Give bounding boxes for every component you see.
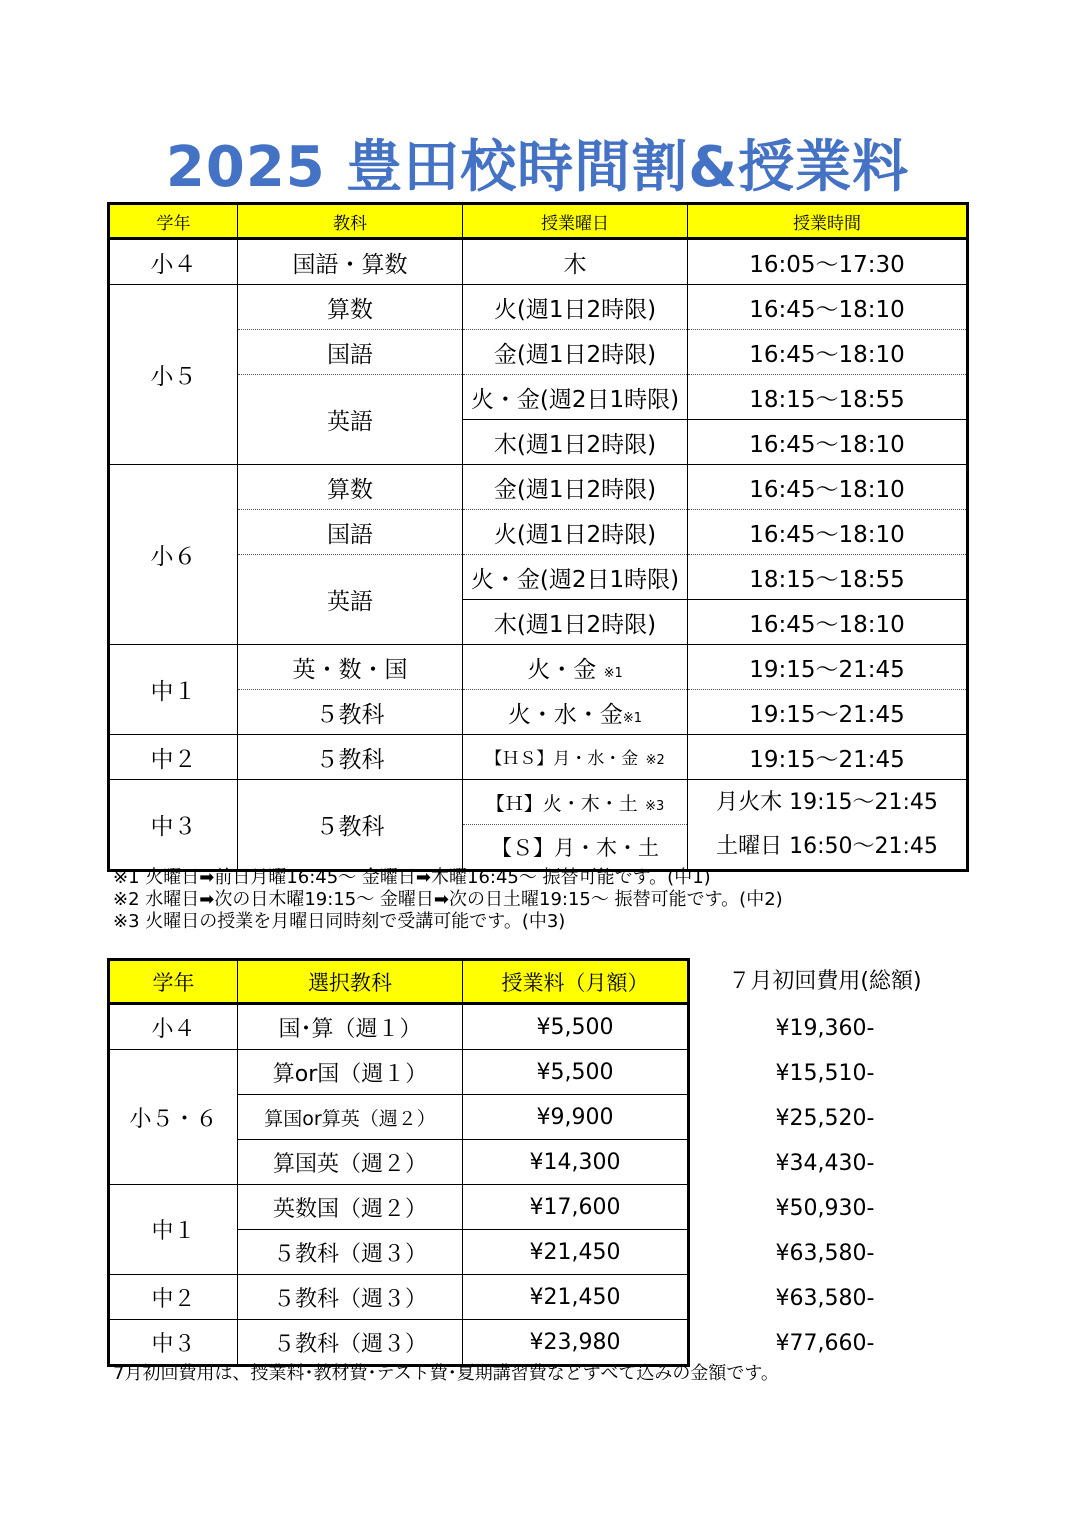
subject-cell: 国語 (238, 330, 463, 375)
schedule-header-row (109, 204, 968, 239)
subject-cell: ５教科 (238, 690, 463, 735)
table-row (109, 1320, 689, 1366)
subject-cell: 国語 (238, 510, 463, 555)
total-cost-header: ７月初回費用(総額) (728, 969, 922, 994)
footnotes (113, 867, 783, 933)
grade-cell: 中２ (109, 1275, 238, 1320)
fee-cell: ¥21,450 (463, 1275, 689, 1320)
fee-cell: ¥9,900 (463, 1095, 689, 1140)
time-cell: 18:15～18:55 (688, 555, 968, 600)
footnote-mark: ※1 (622, 710, 643, 726)
header-cell: 授業曜日 (463, 204, 688, 239)
header-cell: 選択教科 (238, 960, 463, 1004)
course-cell: 算or国（週１） (238, 1050, 463, 1095)
subject-cell: 英語 (238, 555, 463, 645)
time-cell: 16:45～18:10 (688, 600, 968, 645)
time-cell: 18:15～18:55 (688, 375, 968, 420)
table-row (109, 690, 968, 735)
grade-cell: 小６ (109, 465, 238, 645)
table-row (109, 555, 968, 600)
grade-cell: 小４ (109, 239, 238, 285)
day-cell (463, 735, 688, 780)
footnote-mark: ※3 (645, 798, 665, 814)
total-cost-value: ¥15,510- (775, 1061, 875, 1086)
day-cell: 金(週1日2時限) (463, 330, 688, 375)
table-row (109, 465, 968, 510)
fee-cell: ¥17,600 (463, 1185, 689, 1230)
course-cell: 算国英（週２） (238, 1140, 463, 1185)
day-cell: 木(週1日2時限) (463, 420, 688, 465)
day-text: 【ＨＳ】月・水・金 (485, 749, 639, 769)
grade-cell: 小５・６ (109, 1050, 238, 1185)
table-row (109, 735, 968, 780)
time-cell: 16:45～18:10 (688, 420, 968, 465)
footnote: ※3 火曜日の授業を月曜日同時刻で受講可能です。(中3) (113, 911, 566, 932)
table-row (109, 1275, 689, 1320)
schedule-table (107, 202, 969, 872)
footnote: ※1 火曜日➡前日月曜16:45～ 金曜日➡木曜16:45～ 振替可能です。(中1) (113, 867, 711, 888)
day-text: 火・金 (527, 656, 597, 683)
day-cell (463, 780, 688, 825)
day-cell: 金(週1日2時限) (463, 465, 688, 510)
total-cost-value: ¥63,580- (775, 1241, 875, 1266)
total-cost-value: ¥19,360- (775, 1016, 875, 1041)
grade-cell: 中３ (109, 780, 238, 871)
subject-cell: ５教科 (238, 780, 463, 871)
table-row (109, 375, 968, 420)
table-row (109, 330, 968, 375)
fees-table (107, 958, 690, 1367)
course-cell: ５教科（週３） (238, 1320, 463, 1366)
header-cell: 教科 (238, 204, 463, 239)
day-cell (463, 645, 688, 690)
footer-note: 7月初回費用は、授業料･教材費･テスト費･夏期講習費などすべて込みの金額です。 (113, 1363, 779, 1384)
table-row (109, 1185, 689, 1230)
table-row (109, 645, 968, 690)
time-cell (688, 780, 968, 871)
time-line: 月火木 19:15～21:45 (716, 789, 938, 815)
grade-cell: 中３ (109, 1320, 238, 1366)
grade-cell: 中２ (109, 735, 238, 780)
footnote: ※2 水曜日➡次の日木曜19:15～ 金曜日➡次の日土曜19:15～ 振替可能です。(中2) (113, 889, 783, 910)
time-cell: 16:45～18:10 (688, 465, 968, 510)
course-cell: 算国or算英（週２） (238, 1095, 463, 1140)
header-cell: 授業料（月額） (463, 960, 689, 1004)
total-cost-value: ¥77,660- (775, 1331, 875, 1356)
table-row (109, 780, 968, 825)
subject-cell: 英語 (238, 375, 463, 465)
subject-cell: 算数 (238, 465, 463, 510)
subject-cell: 国語・算数 (238, 239, 463, 285)
time-cell: 19:15～21:45 (688, 735, 968, 780)
fee-cell: ¥23,980 (463, 1320, 689, 1366)
time-cell: 16:05～17:30 (688, 239, 968, 285)
day-cell: 【Ｓ】月・木・土 (463, 825, 688, 871)
fee-cell: ¥5,500 (463, 1004, 689, 1050)
table-row (109, 1004, 689, 1050)
day-text: 火・水・金 (507, 701, 623, 728)
subject-cell: 算数 (238, 285, 463, 330)
header-cell: 授業時間 (688, 204, 968, 239)
table-row (109, 510, 968, 555)
time-cell: 19:15～21:45 (688, 645, 968, 690)
day-cell: 火・金(週2日1時限) (463, 375, 688, 420)
total-cost-value: ¥25,520- (775, 1106, 875, 1131)
course-cell: 国･算（週１） (238, 1004, 463, 1050)
day-cell (463, 690, 688, 735)
day-text: 【Ｈ】火・木・土 (485, 792, 638, 815)
fee-cell: ¥21,450 (463, 1230, 689, 1275)
table-row (109, 1050, 689, 1095)
grade-cell: 小４ (109, 1004, 238, 1050)
total-cost-value: ¥63,580- (775, 1286, 875, 1311)
course-cell: 英数国（週２） (238, 1185, 463, 1230)
fees-header-row (109, 960, 689, 1004)
time-cell: 16:45～18:10 (688, 285, 968, 330)
day-cell: 火(週1日2時限) (463, 285, 688, 330)
subject-cell: ５教科 (238, 735, 463, 780)
footnote-mark: ※2 (645, 753, 665, 768)
table-row (109, 239, 968, 285)
total-cost-value: ¥34,430- (775, 1151, 875, 1176)
table-row (109, 285, 968, 330)
total-cost-value: ¥50,930- (775, 1196, 875, 1221)
day-cell: 木(週1日2時限) (463, 600, 688, 645)
time-cell: 16:45～18:10 (688, 330, 968, 375)
grade-cell: 中１ (109, 1185, 238, 1275)
fee-cell: ¥14,300 (463, 1140, 689, 1185)
header-cell: 学年 (109, 204, 238, 239)
grade-cell: 小５ (109, 285, 238, 465)
time-cell: 16:45～18:10 (688, 510, 968, 555)
header-cell: 学年 (109, 960, 238, 1004)
course-cell: ５教科（週３） (238, 1275, 463, 1320)
page-title: 2025 豊田校時間割&授業料 (165, 135, 910, 200)
day-cell: 火・金(週2日1時限) (463, 555, 688, 600)
subject-cell: 英・数・国 (238, 645, 463, 690)
footnote-mark: ※1 (603, 665, 623, 681)
fee-cell: ¥5,500 (463, 1050, 689, 1095)
day-cell: 火(週1日2時限) (463, 510, 688, 555)
grade-cell: 中１ (109, 645, 238, 735)
course-cell: ５教科（週３） (238, 1230, 463, 1275)
time-cell: 19:15～21:45 (688, 690, 968, 735)
time-line: 土曜日 16:50～21:45 (716, 833, 938, 859)
day-cell: 木 (463, 239, 688, 285)
